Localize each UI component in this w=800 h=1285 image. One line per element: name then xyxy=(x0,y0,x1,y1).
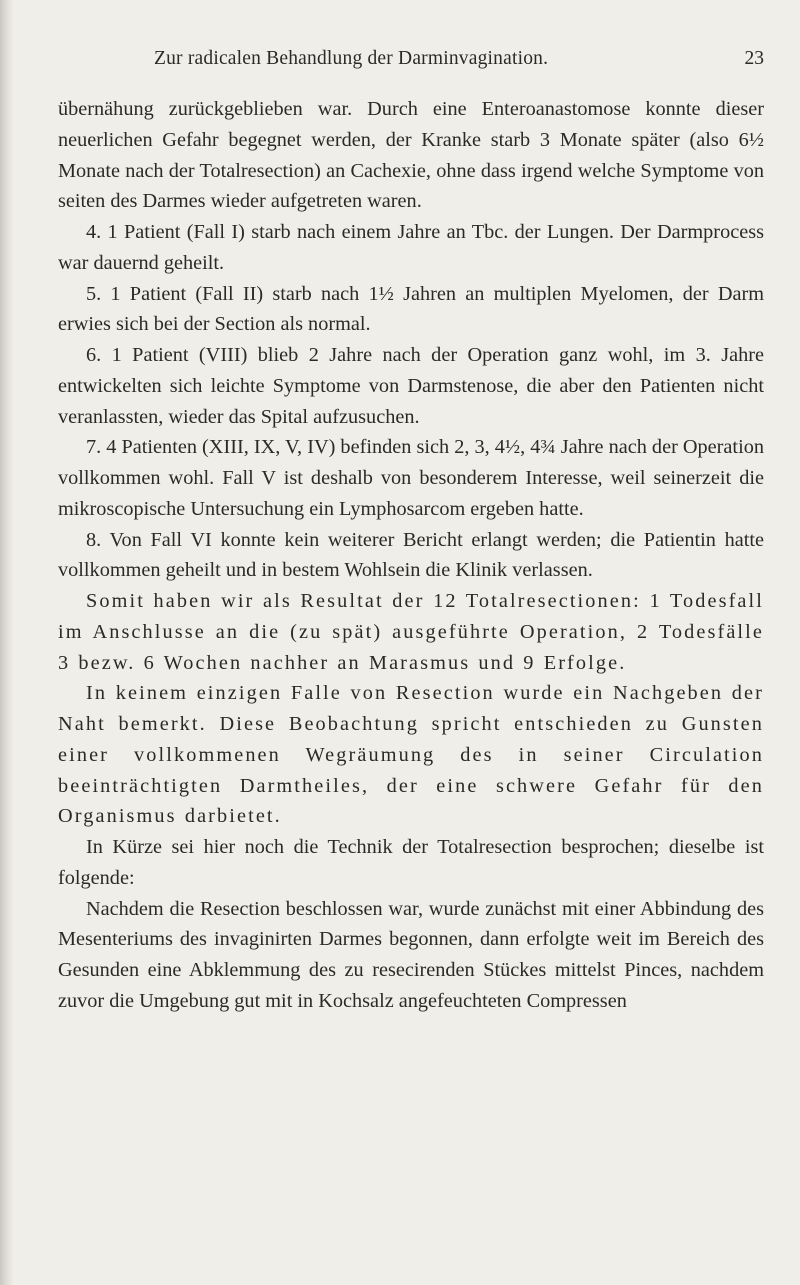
paragraph-suture-observation: In keinem einzigen Falle von Resection wurde ein Nachgeben der Naht bemerkt. Diese Beobachtung spricht entschieden zu Gunsten einer vollkommenen Wegräumung des in seiner Circulation beeinträchtigten Darmtheiles, der eine schwere Gefahr für den Organismus darbietet. xyxy=(58,682,764,828)
book-page xyxy=(58,48,764,1017)
body-text xyxy=(58,94,764,1017)
paragraph-item-5: 5. 1 Patient (Fall II) starb nach 1½ Jahren an multiplen Myelomen, der Darm erwies sich bei der Section als normal. xyxy=(58,282,764,336)
paragraph-technique-description: Nachdem die Resection beschlossen war, wurde zunächst mit einer Abbindung des Mesenteriums des invaginirten Darmes begonnen, dann erfolgte weit im Bereich des Gesunden eine Abklemmung des zu resecirenden Stückes mittelst Pinces, nachdem zuvor die Umgebung gut mit in Kochsalz angefeuchteten Compressen xyxy=(58,897,764,1012)
paragraph-item-8: 8. Von Fall VI konnte kein weiterer Bericht erlangt werden; die Patientin hatte vollkommen geheilt und in bestem Wohlsein die Klinik verlassen. xyxy=(58,528,764,582)
paragraph-item-6: 6. 1 Patient (VIII) blieb 2 Jahre nach der Operation ganz wohl, im 3. Jahre entwickelten sich leichte Symptome von Darmstenose, die aber den Patienten nicht veranlassten, wieder das Spital aufzusuchen. xyxy=(58,344,764,428)
paragraph-continuation: übernähung zurückgeblieben war. Durch eine Enteroanastomose konnte dieser neuerlichen Gefahr begegnet werden, der Kranke starb 3 Monate später (also 6½ Monate nach der Totalresection) an Cachexie, ohne dass irgend welche Symptome von seiten des Darmes wieder aufgetreten waren. xyxy=(58,98,764,213)
paragraph-result-summary: Somit haben wir als Resultat der 12 Totalresectionen: 1 Todesfall im Anschlusse an die (zu spät) ausgeführte Operation, 2 Todesfälle 3 bezw. 6 Wochen nachher an Marasmus und 9 Erfolge. xyxy=(58,590,764,674)
running-head xyxy=(58,48,764,84)
page-number: 23 xyxy=(744,48,764,69)
paragraph-item-7: 7. 4 Patienten (XIII, IX, V, IV) befinden sich 2, 3, 4½, 4¾ Jahre nach der Operation vollkommen wohl. Fall V ist deshalb von besonderem Interesse, weil seinerzeit die mikroscopische Untersuchung ein Lymphosarcom ergeben hatte. xyxy=(58,436,764,520)
page-edge-shadow xyxy=(0,0,14,1285)
paragraph-item-4: 4. 1 Patient (Fall I) starb nach einem Jahre an Tbc. der Lungen. Der Darmprocess war dauernd geheilt. xyxy=(58,221,764,274)
running-title: Zur radicalen Behandlung der Darminvagination. xyxy=(154,48,549,69)
paragraph-technique-intro: In Kürze sei hier noch die Technik der Totalresection besprochen; dieselbe ist folgende: xyxy=(58,836,764,889)
